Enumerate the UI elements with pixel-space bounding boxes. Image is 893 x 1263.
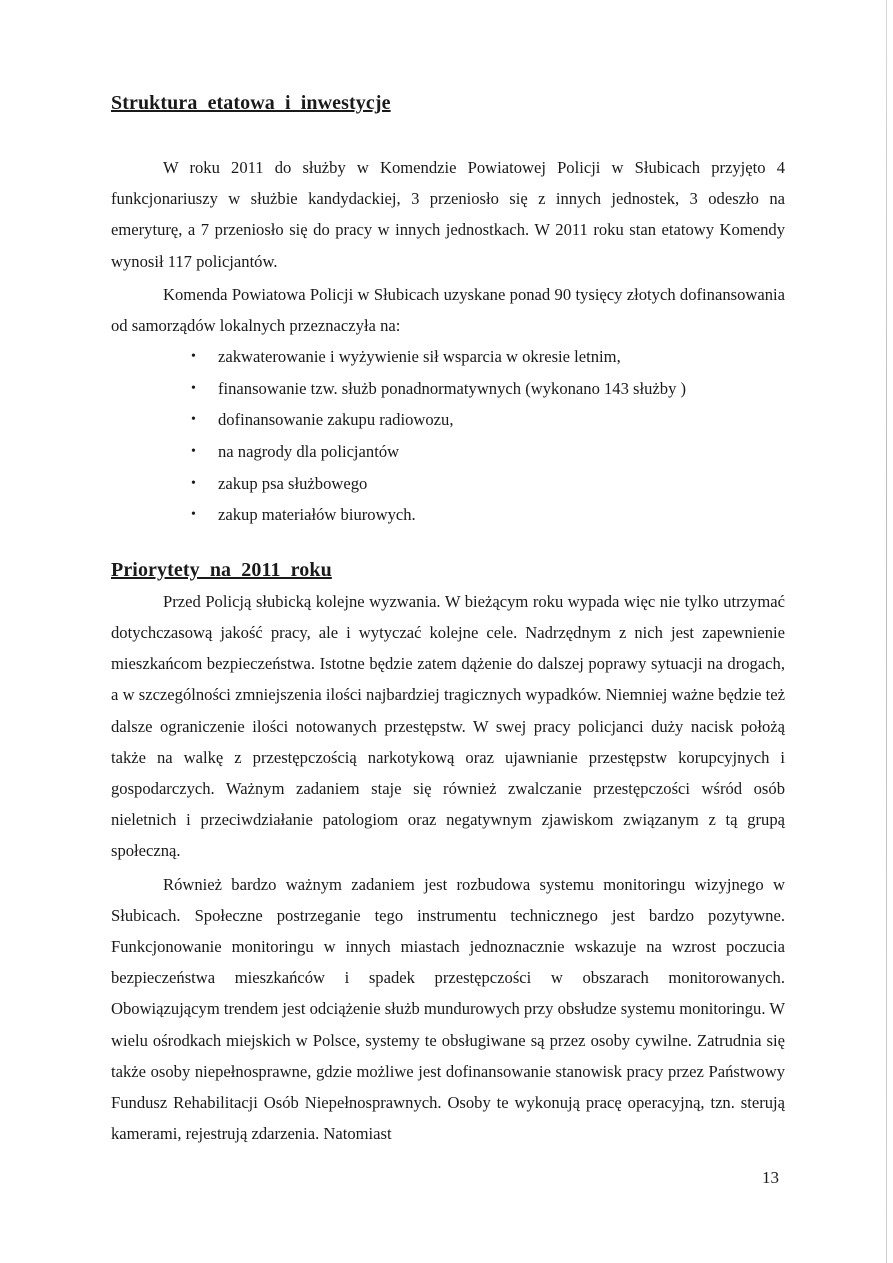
paragraph-staffing: W roku 2011 do służby w Komendzie Powiatowej Policji w Słubicach przyjęto 4 funkcjonariuszy w służbie kandydackiej, 3 przeniosło się z innych jednostek, 3 odeszło na emeryturę, a 7 przeniosło się do pracy w innych jednostkach. W 2011 roku stan etatowy Komendy wynosił 117 policjantów. bbox=[111, 158, 785, 271]
list-item: • zakwaterowanie i wyżywienie sił wsparcia w okresie letnim, bbox=[111, 341, 785, 373]
heading-priorities: Priorytety na 2011 roku bbox=[111, 558, 332, 581]
paragraph-funding: Komenda Powiatowa Policji w Słubicach uzyskane ponad 90 tysięcy złotych dofinansowania od samorządów lokalnych przeznaczyła na: bbox=[111, 284, 785, 336]
document-page bbox=[111, 88, 785, 1149]
list-item: • finansowanie tzw. służb ponadnormatywnych (wykonano 143 służby ) bbox=[111, 373, 785, 405]
page-number: 13 bbox=[762, 1168, 779, 1187]
list-item: • zakup materiałów biurowych. bbox=[111, 499, 785, 531]
paragraph-priorities: Przed Policją słubicką kolejne wyzwania. W bieżącym roku wypada więc nie tylko utrzymać dotychczasową jakość pracy, ale i wytyczać kolejne cele. Nadrzędnym z nich jest zapewnienie mieszkańcom bezpieczeństwa. Istotne będzie zatem dążenie do dalszej poprawy sytuacji na drogach, a w szczególności zmniejszenia ilości najbardziej tragicznych wypadków. Niemniej ważne będzie też dalsze ograniczenie ilości notowanych przestępstw. W swej pracy policjanci duży nacisk położą także na walkę z przestępczością narkotykową oraz ujawnianie przestępstw korupcyjnych i gospodarczych. Ważnym zadaniem staje się również zwalczanie przestępczości wśród osób nieletnich i przeciwdziałanie patologiom oraz negatywnym zjawiskom związanym z tą grupą społeczną. bbox=[111, 591, 785, 861]
bullet-icon: • bbox=[191, 475, 196, 491]
heading-staffing-investments: Struktura etatowa i inwestycje bbox=[111, 92, 391, 114]
funding-list bbox=[111, 341, 785, 531]
paragraph-monitoring: Również bardzo ważnym zadaniem jest rozbudowa systemu monitoringu wizyjnego w Słubicach. Społeczne postrzeganie tego instrumentu technicznego jest bardzo pozytywne. Funkcjonowanie monitoringu w innych miastach jednoznacznie wskazuje na wzrost poczucia bezpieczeństwa mieszkańców i spadek przestępczości w obszarach monitorowanych. Obowiązującym trendem jest odciążenie służb mundurowych przy obsłudze systemu monitoringu. W wielu ośrodkach miejskich w Polsce, systemy te obsługiwane są przez osoby cywilne. Zatrudnia się także osoby niepełnosprawne, gdzie możliwe jest dofinansowanie stanowisk pracy przez Państwowy Fundusz Rehabilitacji Osób Niepełnosprawnych. Osoby te wykonują pracę operacyjną, tzn. sterują kamerami, rejestrują zdarzenia. Natomiast bbox=[111, 874, 785, 1144]
bullet-icon: • bbox=[191, 349, 196, 365]
bullet-icon: • bbox=[191, 412, 196, 428]
bullet-icon: • bbox=[191, 380, 196, 396]
list-item: • dofinansowanie zakupu radiowozu, bbox=[111, 404, 785, 436]
scan-edge-line bbox=[886, 0, 887, 1263]
list-item: • zakup psa służbowego bbox=[111, 468, 785, 500]
list-item: • na nagrody dla policjantów bbox=[111, 436, 785, 468]
bullet-icon: • bbox=[191, 444, 196, 459]
bullet-icon: • bbox=[191, 507, 196, 523]
